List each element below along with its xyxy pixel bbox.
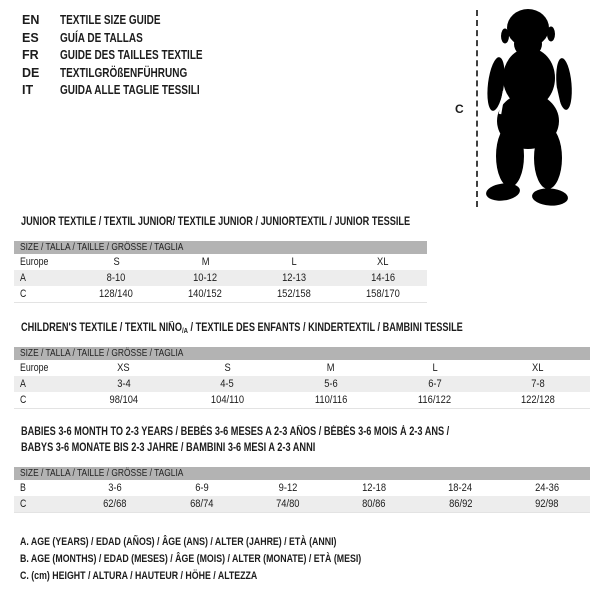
height-measure-dashed-line	[476, 10, 478, 207]
nino-a-subscript: /A	[181, 326, 188, 335]
footnote-c: C. (cm) HEIGHT / ALTURA / HAUTEUR / HÖHE / ALTEZZA	[20, 570, 258, 583]
cell: 62/68	[103, 498, 127, 510]
cell: S	[113, 256, 120, 268]
cell: 6-7	[427, 378, 442, 390]
row-label: A	[20, 378, 26, 390]
language-row	[22, 65, 238, 83]
cell: XS	[117, 362, 131, 374]
cell: 8-10	[107, 272, 126, 284]
baby-silhouette-icon	[484, 6, 576, 212]
children-table-title: CHILDREN'S TEXTILE / TEXTIL $NIÑO_{/A}$ / TEXTILE DES ENFANTS / KINDERTEXTIL / BAMBINI TESSILE	[21, 322, 463, 335]
cell: 7-8	[531, 378, 545, 390]
cell: 5-6	[324, 378, 338, 390]
language-title: GUÍA DE TALLAS	[60, 30, 143, 45]
cell: M	[327, 362, 335, 374]
cell: 80/86	[362, 498, 386, 510]
language-title: GUIDA ALLE TAGLIE TESSILI	[60, 83, 200, 97]
babies-table	[14, 467, 590, 513]
language-code: EN	[22, 13, 40, 27]
language-row	[22, 30, 238, 48]
baby-figure	[450, 4, 595, 216]
language-code: FR	[22, 48, 39, 62]
size-header-bar: SIZE / TALLA / TAILLE / GRÖSSE / TAGLIA	[14, 241, 427, 254]
language-row	[22, 12, 238, 30]
figure-height-label: C	[455, 102, 464, 116]
footnotes	[20, 534, 447, 586]
language-row	[22, 82, 238, 100]
cell: 140/152	[188, 288, 223, 300]
cell: L	[431, 362, 438, 374]
row-label: B	[20, 482, 26, 494]
table-row	[14, 270, 427, 286]
cell: 4-5	[220, 378, 235, 390]
footnote-b: B. AGE (MONTHS) / EDAD (MESES) / ÂGE (MOIS) / ALTER (MONATE) / ETÀ (MESI)	[20, 553, 362, 566]
table-row	[14, 392, 590, 408]
row-label: Europe	[20, 362, 49, 374]
row-label: C	[20, 288, 27, 300]
row-label: A	[20, 272, 26, 284]
footnote-a: A. AGE (YEARS) / EDAD (AÑOS) / ÂGE (ANS) / ALTER (JAHRE) / ETÀ (ANNI)	[20, 536, 337, 548]
cell: 3-4	[117, 378, 131, 390]
size-header-bar: SIZE / TALLA / TAILLE / GRÖSSE / TAGLIA	[14, 347, 590, 360]
language-code: IT	[22, 83, 34, 97]
cell: 116/122	[418, 394, 452, 406]
cell: 122/128	[521, 394, 556, 406]
cell: 18-24	[448, 482, 473, 494]
cell: 10-12	[193, 272, 218, 284]
cell: L	[291, 256, 297, 268]
cell: 24-36	[534, 482, 559, 494]
cell: 12-13	[281, 272, 306, 284]
cell: 74/80	[276, 498, 300, 510]
language-title: TEXTILE SIZE GUIDE	[60, 13, 161, 27]
cell: 3-6	[108, 482, 122, 494]
row-label: Europe	[20, 256, 49, 268]
babies-table-title: BABIES 3-6 MONTH TO 2-3 YEARS / BEBÉS 3-6 MESES A 2-3 AÑOS / BÉBÉS 3-6 MOIS À 2-3 ANS / BABYS 3-6 MONATE BIS 2-3 JAHRE / BAMBINI 3-6 MESI A 2-3 ANNI	[21, 426, 450, 454]
table-row	[14, 376, 590, 392]
language-title-list	[22, 12, 238, 100]
language-row	[22, 47, 238, 65]
cell: XL	[376, 256, 389, 268]
table-row	[14, 360, 590, 376]
table-row	[14, 480, 590, 496]
language-code: DE	[22, 65, 40, 80]
cell: 86/92	[448, 498, 473, 510]
size-header-bar: SIZE / TALLA / TAILLE / GRÖSSE / TAGLIA	[14, 467, 590, 480]
table-row	[14, 496, 590, 512]
cell: S	[224, 362, 231, 374]
language-code: ES	[22, 30, 39, 45]
language-title: TEXTILGRÖßENFÜHRUNG	[60, 65, 188, 80]
cell: 9-12	[278, 482, 298, 494]
cell: 110/116	[314, 394, 348, 406]
cell: 152/158	[276, 288, 311, 300]
junior-table	[14, 241, 427, 303]
row-label: C	[20, 394, 27, 406]
table-row	[14, 254, 427, 270]
cell: 68/74	[189, 498, 214, 510]
cell: 12-18	[362, 482, 387, 494]
cell: 158/170	[365, 288, 400, 300]
cell: 6-9	[194, 482, 209, 494]
cell: XL	[532, 362, 544, 374]
junior-table-title: JUNIOR TEXTILE / TEXTIL JUNIOR/ TEXTILE JUNIOR / JUNIORTEXTIL / JUNIOR TESSILE	[21, 216, 411, 228]
cell: 92/98	[535, 498, 559, 510]
table-row	[14, 286, 427, 302]
cell: M	[201, 256, 210, 268]
cell: 14-16	[370, 272, 395, 284]
cell: 128/140	[99, 288, 134, 300]
language-title: GUIDE DES TAILLES TEXTILE	[60, 48, 203, 62]
row-label: C	[20, 498, 27, 510]
cell: 98/104	[109, 394, 139, 406]
cell: 104/110	[210, 394, 244, 406]
children-table	[14, 347, 590, 409]
